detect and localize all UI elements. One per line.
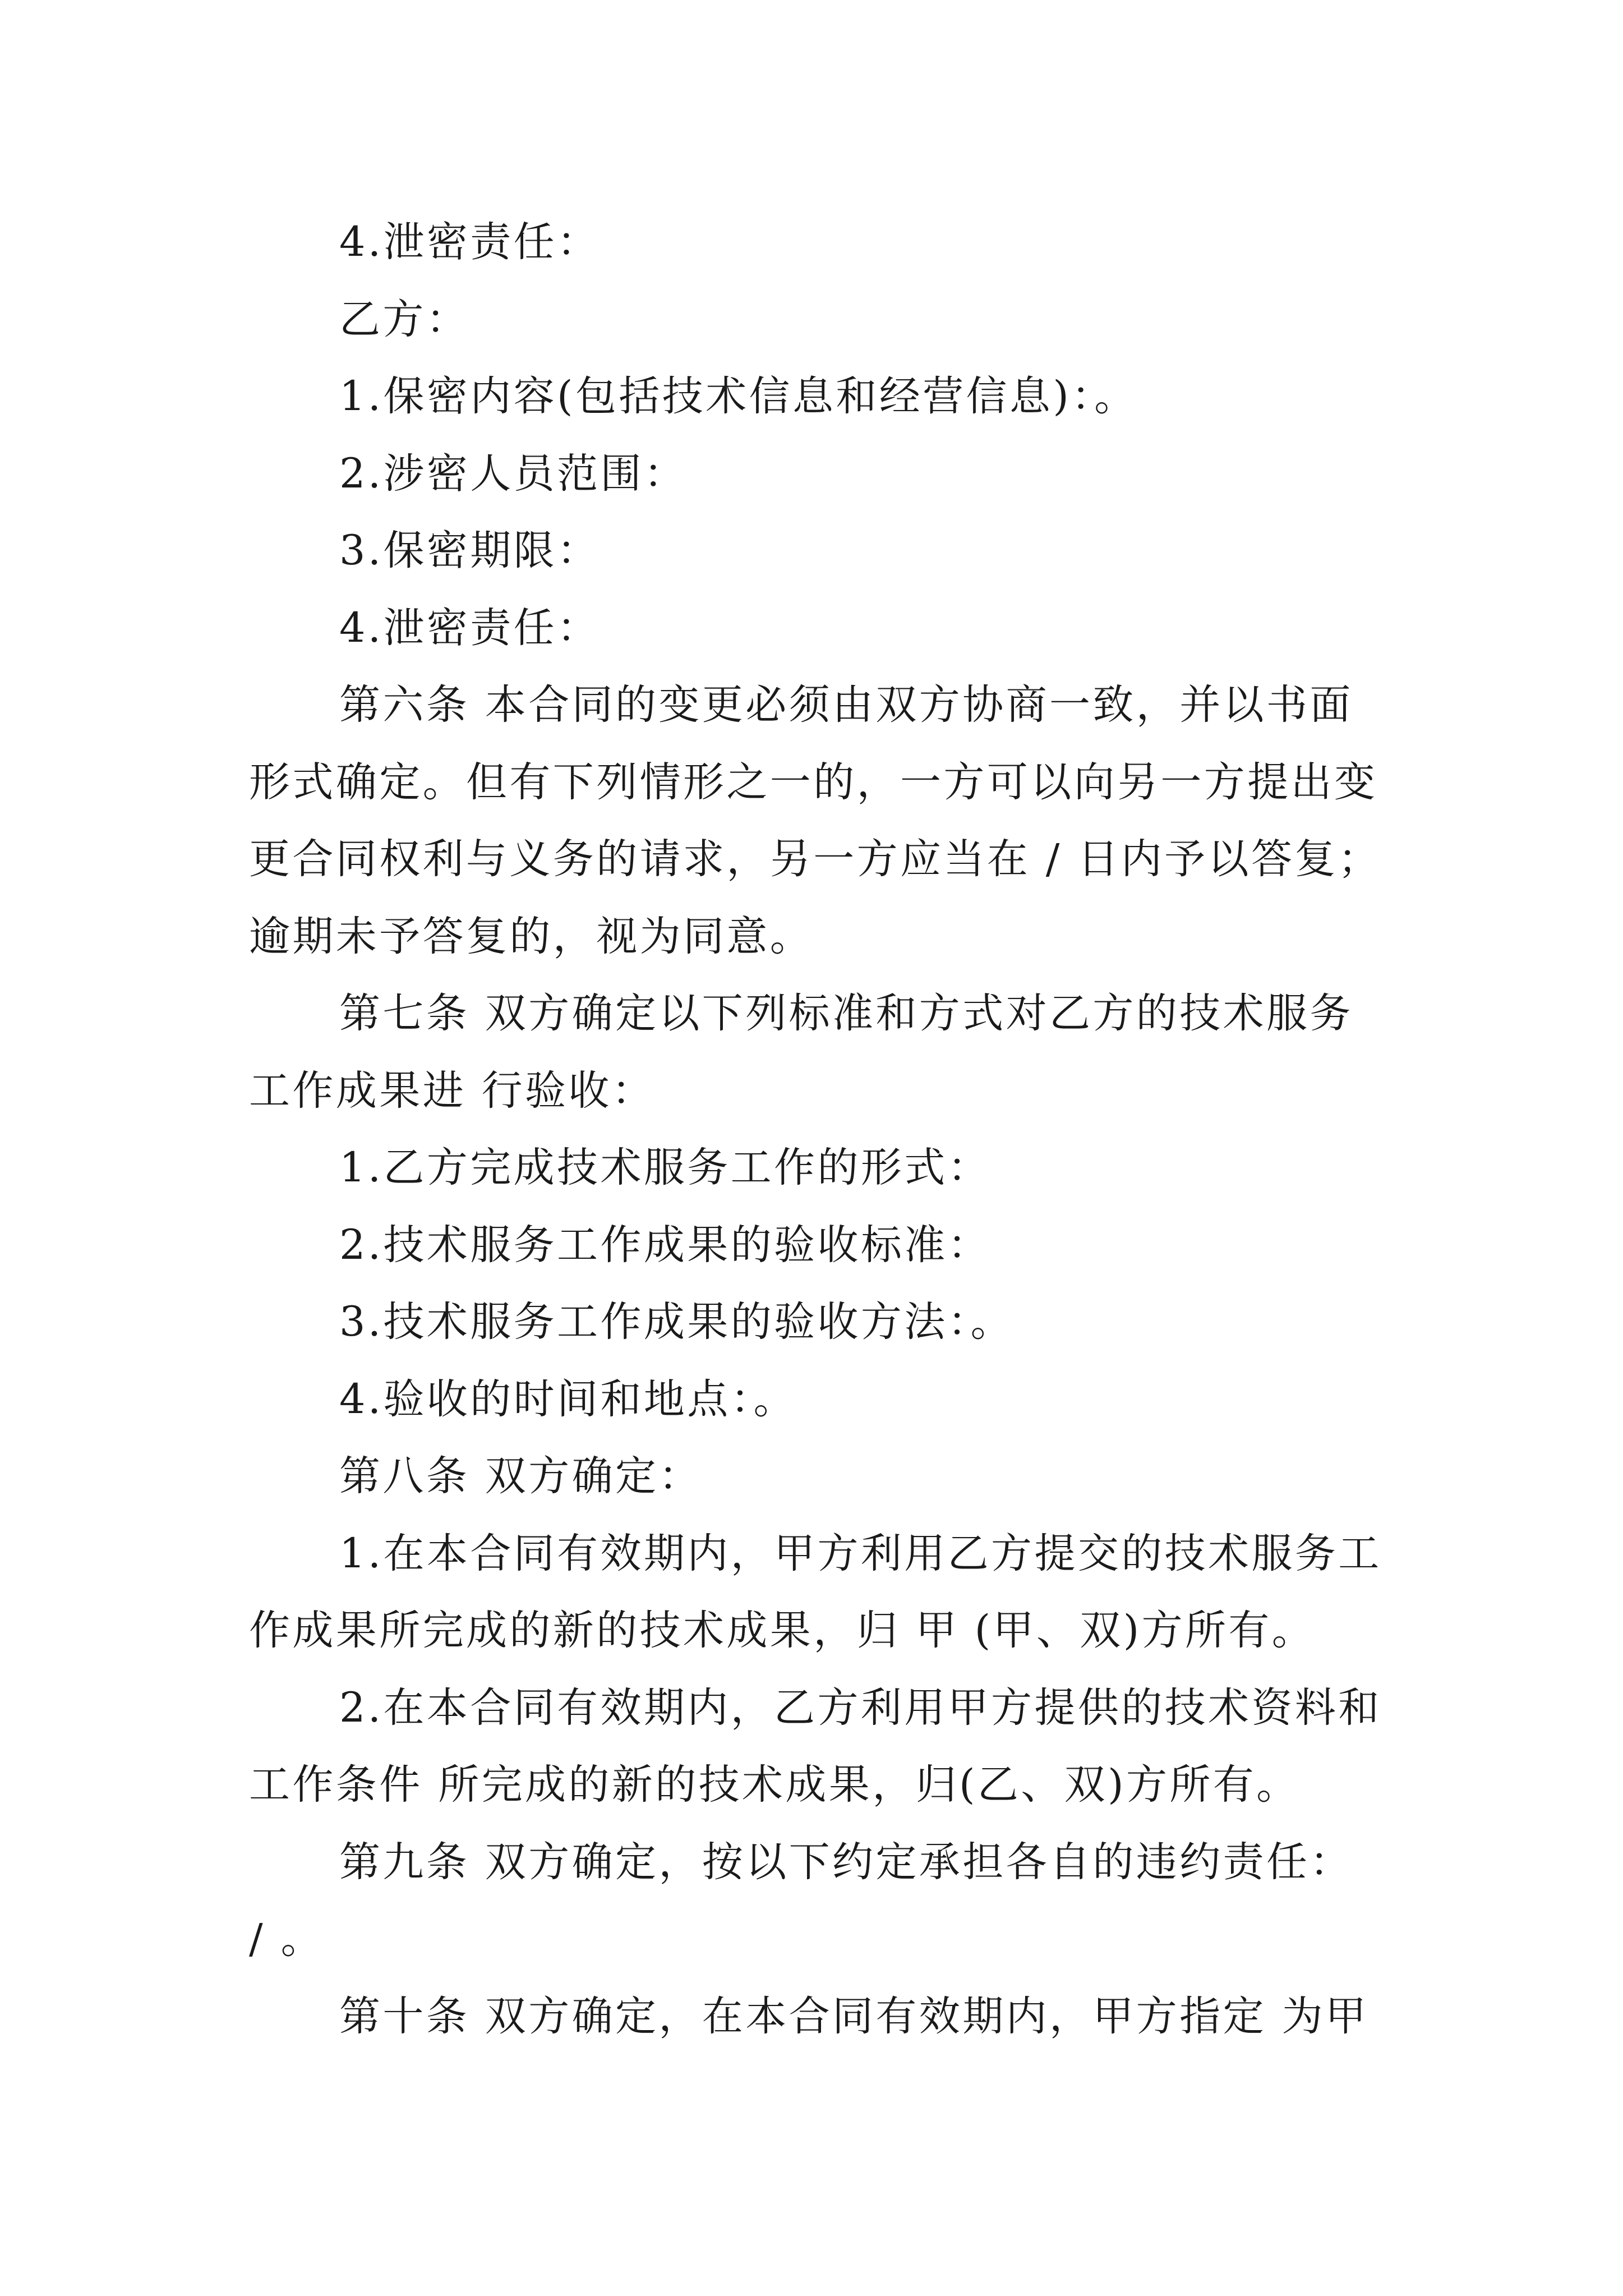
article-6-line: 第六条 本合同的变更必须由双方协商一致，并以书面 (339, 681, 1353, 729)
article-9-line: 第九条 双方确定，按以下约定承担各自的违约责任： (339, 1838, 1353, 1886)
text-line: 工作条件 所完成的新的技术成果，归(乙、双)方所有。 (249, 1761, 1300, 1809)
text-line: 2.技术服务工作成果的验收标准： (339, 1221, 992, 1269)
text-line: 2.在本合同有效期内，乙方利用甲方提供的技术资料和 (339, 1683, 1382, 1732)
text-line: 1.保密内容(包括技术信息和经营信息)：。 (339, 372, 1138, 420)
article-7-line: 第七条 双方确定以下列标准和方式对乙方的技术服务 (339, 990, 1353, 1037)
text-line: 2.涉密人员范围： (339, 449, 688, 498)
contract-body (249, 204, 1391, 2055)
text-line: 4.验收的时间和地点：。 (339, 1375, 797, 1423)
text-line: / 。 (249, 1915, 324, 1963)
text-line: 逾期未予答复的，视为同意。 (249, 912, 814, 960)
text-line: 作成果所完成的新的技术成果，归 甲 (甲、双)方所有。 (249, 1607, 1316, 1654)
text-line: 1.在本合同有效期内，甲方利用乙方提交的技术服务工 (339, 1529, 1382, 1577)
text-line: 1.乙方完成技术服务工作的形式： (339, 1144, 992, 1191)
article-8-line: 第八条 双方确定： (339, 1452, 702, 1500)
text-line: 4.泄密责任： (339, 604, 601, 652)
text-line: 乙方： (339, 295, 470, 343)
article-10-line: 第十条 双方确定，在本合同有效期内，甲方指定 为甲 (339, 1992, 1369, 2040)
text-line: 更合同权利与义务的请求，另一方应当在 / 日内予以答复； (249, 835, 1382, 883)
text-line: 形式确定。但有下列情形之一的，一方可以向另一方提出变 (249, 758, 1378, 806)
text-line: 工作成果进 行验收： (249, 1066, 656, 1115)
text-line: 3.技术服务工作成果的验收方法：。 (339, 1298, 1014, 1346)
text-line: 4.泄密责任： (339, 218, 601, 266)
text-line: 3.保密期限： (339, 527, 601, 574)
